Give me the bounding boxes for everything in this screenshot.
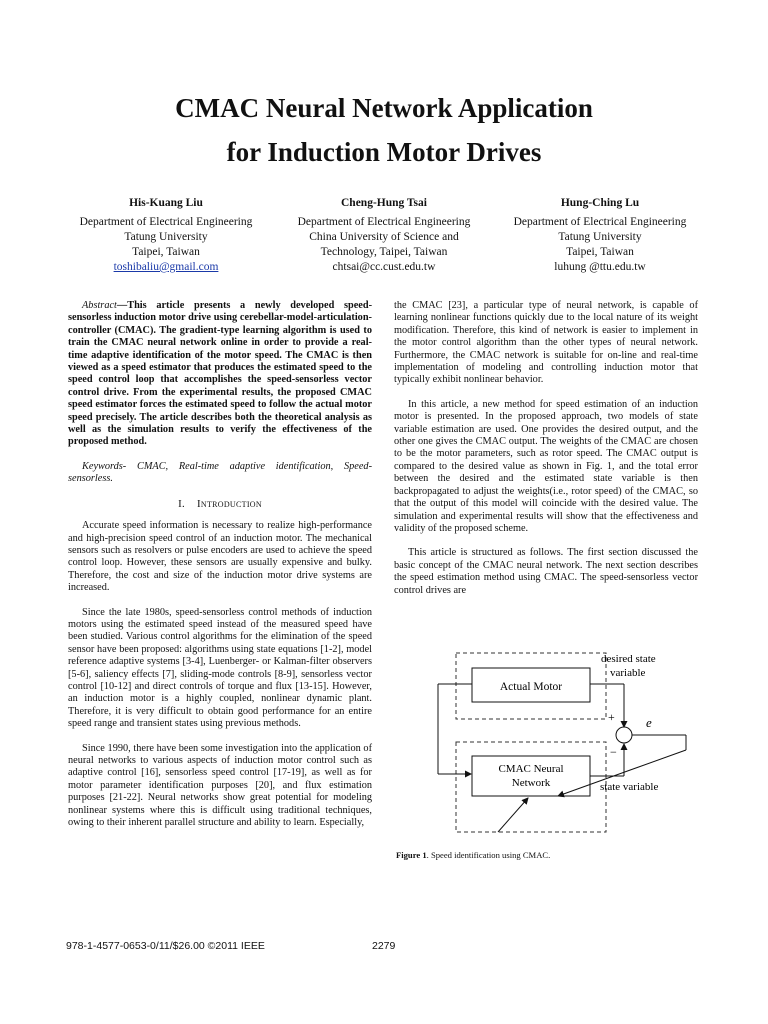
figure-caption-text: . Speed identification using CMAC.	[426, 850, 551, 860]
author-institution: China University of Science and	[309, 231, 459, 243]
section-heading-introduction	[68, 498, 372, 510]
keywords	[68, 461, 372, 486]
author-name: Hung-Ching Lu	[560, 197, 640, 209]
body-paragraph-3: This article is structured as follows. The first section discussed the basic concept of the CMAC neural network. The next section describes the speed estimation method using CMAC. The speed-sensorless vector control drives are	[394, 547, 698, 596]
section-title: Introduction	[196, 497, 262, 510]
paper-title-line1: CMAC Neural Network Application	[175, 93, 593, 123]
author-name: Cheng-Hung Tsai	[341, 197, 427, 209]
left-column	[68, 300, 372, 841]
author-location: Technology, Taipei, Taiwan	[320, 246, 448, 258]
abstract-text: —This article presents a newly developed speed-sensorless induction motor drive using cerebellar-model-articulation-controller (CMAC). The gradient-type learning algorithm is used to train the CMAC neural network online in order to provide a real-time adaptive identification of the motor speed. The CMAC is then viewed as a speed estimator that produces the estimated speed to the speed control loop that accomplishes the speed-sensorless vector control drive. From the experimental results, the proposed CMAC speed estimator forces the estimated speed to follow the actual motor speed precisely. The article describes both the theoretical analysis as well as the simulation results to verify the effectiveness of the proposed method.	[68, 300, 372, 448]
footer-copyright: 978-1-4577-0653-0/11/$26.00 ©2011 IEEE	[66, 940, 265, 952]
minus-sign: −	[610, 745, 617, 759]
keywords-label: Keywords-	[82, 460, 127, 472]
error-symbol: e	[646, 715, 652, 730]
footer-page-number: 2279	[372, 940, 396, 952]
desired-state-label-line1: desired state	[601, 653, 656, 665]
desired-state-label-line2: variable	[610, 667, 646, 679]
state-variable-label: state variable	[600, 781, 659, 793]
plus-sign: +	[608, 710, 615, 724]
body-paragraph-1: the CMAC [23], a particular type of neural network, is capable of learning nonlinear functions quickly due to the local nature of its weight modification. Therefore, this kind of network is easier to implement in the motor control algorithm than the other types of neural network. Furthermore, the CMAC network is suitable for on-line and real-time implementation of modeling and controlling induction motor that typically exhibit nonlinear behavior.	[394, 300, 698, 386]
author-department: Department of Electrical Engineering	[297, 216, 471, 228]
intro-paragraph-3: Since 1990, there have been some investigation into the application of neural networks to various aspects of induction motor control such as adaptive control [16], sensorless speed control [17-19], as well as for motor parameter identification purposes [20], and flux estimation purposes [21-22]. Neural networks show great potential for modeling nonlinear systems where this is difficult using traditional techniques, owing to their inherent parallel structure and ability to learn. Especially,	[68, 742, 372, 829]
author-institution: Tatung University	[558, 231, 642, 243]
figure-caption-label: Figure 1	[396, 850, 427, 860]
cmac-label-line1: CMAC Neural	[498, 763, 564, 775]
keywords-text: CMAC, Real-time adaptive identification, Speed-sensorless.	[68, 460, 372, 485]
cmac-box	[472, 756, 590, 796]
body-paragraph-2: In this article, a new method for speed estimation of an induction motor is presented. In the proposed approach, two models of state variable estimation are used. One provides the desired output, and the other one gives the CMAC output. The weights of the CMAC are chosen to be the motor parameters, such as rotor speed. The CMAC output is compared to the desired value as shown in Fig. 1, and the total error between the desired and the estimated state variable is then backpropagated to adjust the weights(i.e., rotor speed) of the CMAC, so that the output of this model will coincide with the desired value. The simulation and experimental results will show that the effectiveness and validity of the proposed scheme.	[394, 398, 698, 534]
actual-motor-label: Actual Motor	[499, 681, 563, 693]
section-number: I.	[178, 497, 185, 510]
author-location: Taipei, Taiwan	[566, 246, 634, 258]
figure-caption	[396, 850, 550, 860]
author-location: Taipei, Taiwan	[132, 246, 200, 258]
author-name: His-Kuang Liu	[129, 197, 203, 209]
author-block-3	[490, 196, 710, 275]
figure-speed-identification-diagram	[428, 650, 708, 836]
paper-title-line2: for Induction Motor Drives	[226, 137, 542, 167]
intro-paragraph-2: Since the late 1980s, speed-sensorless control methods of induction motors using the estimated speed instead of the measured speed have been studied. Various control algorithms for the elimination of the speed sensor have been proposed: algorithms using state equations [1-2], model reference adaptive systems [3-4], Luenberger- or Kalman-filter observers [5-6], saliency effects [7], sliding-mode controls [8-9], sensorless vector control [10-12] and direct controls of torque and flux [13-15]. However, an induction motor is a highly coupled, nonlinear dynamic plant. Therefore, it is very difficult to obtain good performance for an entire speed range and transient states using previous methods.	[68, 606, 372, 730]
right-column	[394, 300, 698, 609]
abstract	[68, 300, 372, 449]
summing-junction	[616, 727, 632, 743]
author-block-2	[274, 196, 494, 275]
author-email: chtsai@cc.cust.edu.tw	[332, 261, 436, 273]
intro-paragraph-1: Accurate speed information is necessary to realize high-performance and high-precision speed control of an induction motor. The mechanical sensors such as resolvers or pulse encoders are used to achieve the speed control loop. However, these sensors are usually expensive and bulky. Therefore, the cost and size of the induction motor drive systems are increased.	[68, 520, 372, 594]
cmac-label-line2: Network	[511, 777, 551, 789]
abstract-label: Abstract	[82, 300, 117, 311]
author-block-1	[56, 196, 276, 275]
author-department: Department of Electrical Engineering	[513, 216, 687, 228]
author-email-link[interactable]: toshibaliu@gmail.com	[113, 261, 219, 273]
adaptation-arrow	[498, 798, 528, 832]
author-institution: Tatung University	[124, 231, 208, 243]
author-email: luhung @ttu.edu.tw	[554, 261, 646, 273]
author-department: Department of Electrical Engineering	[79, 216, 253, 228]
